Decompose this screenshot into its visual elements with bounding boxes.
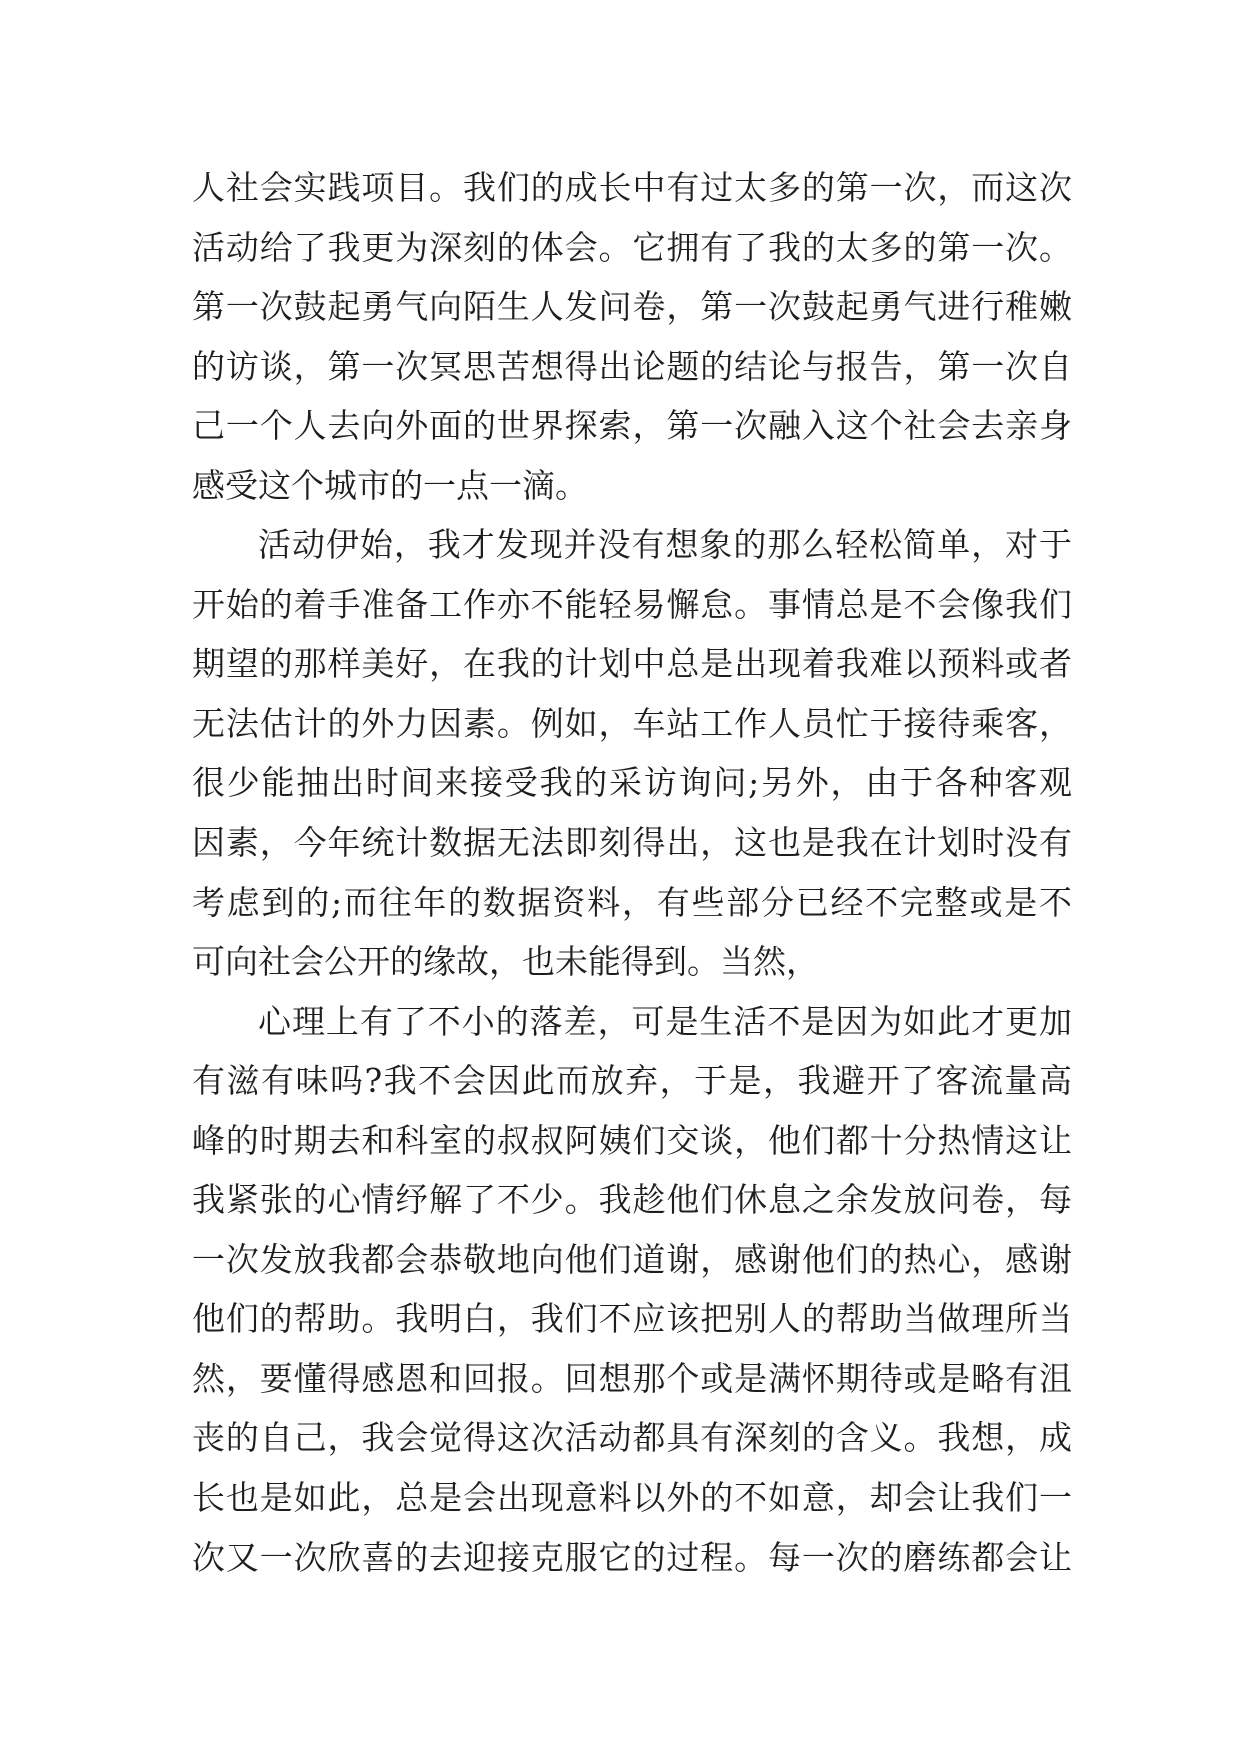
text-line: 长也是如此，总是会出现意料以外的不如意，却会让我们一 [192, 1478, 1072, 1518]
paragraph-start-line: 活动伊始，我才发现并没有想象的那么轻松简单，对于 [258, 525, 1072, 565]
text-line: 因素，今年统计数据无法即刻得出，这也是我在计划时没有 [192, 823, 1072, 863]
text-line: 丧的自己，我会觉得这次活动都具有深刻的含义。我想，成 [192, 1418, 1072, 1458]
body-text [192, 158, 1072, 1587]
text-line: 很少能抽出时间来接受我的采访询问;另外，由于各种客观 [192, 763, 1072, 803]
text-line: 可向社会公开的缘故，也未能得到。当然， [192, 942, 819, 982]
text-line: 人社会实践项目。我们的成长中有过太多的第一次，而这次 [192, 168, 1072, 207]
text-line: 第一次鼓起勇气向陌生人发问卷，第一次鼓起勇气进行稚嫩 [192, 287, 1072, 327]
text-line: 一次发放我都会恭敬地向他们道谢，感谢他们的热心，感谢 [192, 1239, 1072, 1279]
text-line: 考虑到的;而往年的数据资料，有些部分已经不完整或是不 [192, 882, 1072, 922]
text-line: 我紧张的心情纾解了不少。我趁他们休息之余发放问卷，每 [192, 1180, 1072, 1220]
paragraph-start-line: 心理上有了不小的落差，可是生活不是因为如此才更加 [258, 1001, 1072, 1041]
text-line: 次又一次欣喜的去迎接克服它的过程。每一次的磨练都会让 [192, 1537, 1072, 1577]
text-line: 活动给了我更为深刻的体会。它拥有了我的太多的第一次。 [192, 227, 1072, 267]
text-line: 的访谈，第一次冥思苦想得出论题的结论与报告，第一次自 [192, 346, 1072, 386]
text-line: 己一个人去向外面的世界探索，第一次融入这个社会去亲身 [192, 406, 1072, 446]
text-line: 无法估计的外力因素。例如，车站工作人员忙于接待乘客， [192, 703, 1072, 743]
text-line: 有滋有味吗?我不会因此而放弃，于是，我避开了客流量高 [192, 1061, 1072, 1101]
text-line: 峰的时期去和科室的叔叔阿姨们交谈，他们都十分热情这让 [192, 1120, 1072, 1160]
text-line: 他们的帮助。我明白，我们不应该把别人的帮助当做理所当 [192, 1299, 1072, 1339]
text-line: 然，要懂得感恩和回报。回想那个或是满怀期待或是略有沮 [192, 1358, 1072, 1398]
text-line: 感受这个城市的一点一滴。 [192, 465, 588, 505]
text-line: 开始的着手准备工作亦不能轻易懈怠。事情总是不会像我们 [192, 584, 1072, 624]
text-line: 期望的那样美好，在我的计划中总是出现着我难以预料或者 [192, 644, 1072, 684]
